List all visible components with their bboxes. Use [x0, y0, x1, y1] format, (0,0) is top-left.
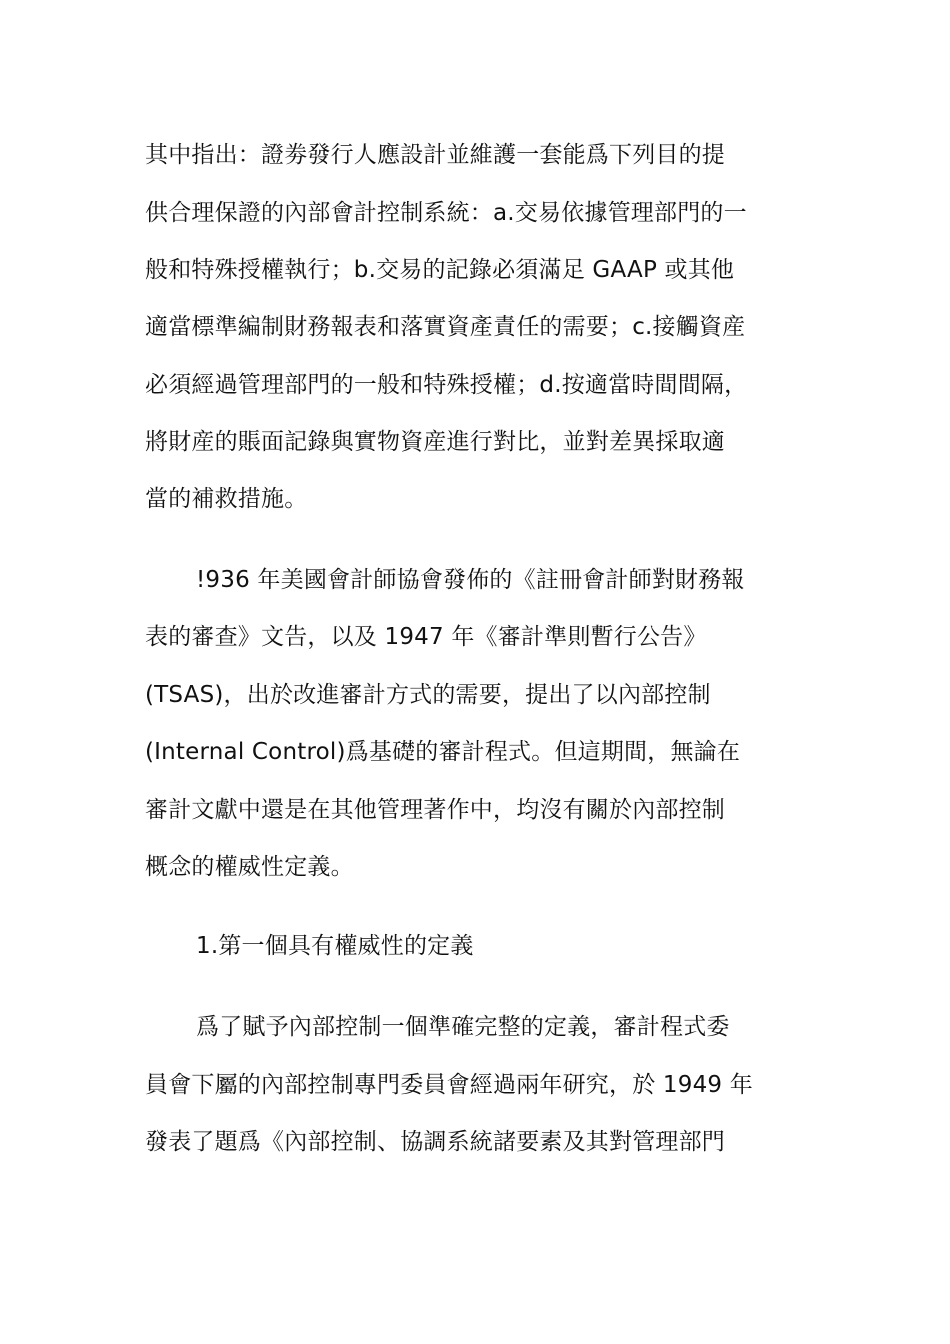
paragraph-2-line-4: (Internal Control)爲基礎的審計程式。但這期間，無論在 — [145, 739, 741, 765]
paragraph-1-line-2: 供合理保證的內部會計控制系統：a.交易依據管理部門的一 — [145, 200, 747, 226]
paragraph-3-line-2: 員會下屬的內部控制專門委員會經過兩年研究，於 1949 年 — [145, 1072, 753, 1098]
paragraph-2-line-5: 審計文獻中還是在其他管理著作中，均沒有關於內部控制 — [145, 797, 725, 823]
paragraph-1-line-5: 必須經過管理部門的一般和特殊授權；d.按適當時間間隔， — [145, 372, 748, 398]
section-heading: 1.第一個具有權威性的定義 — [196, 933, 474, 959]
paragraph-1-line-3: 般和特殊授權執行；b.交易的記錄必須滿足 GAAP 或其他 — [145, 257, 735, 283]
paragraph-1-line-1: 其中指出：證劵發行人應設計並維護一套能爲下列目的提 — [145, 142, 725, 168]
paragraph-1-line-4: 適當標準編制財務報表和落實資產責任的需要；c.接觸資産 — [145, 314, 746, 340]
paragraph-2-line-2: 表的審查》文告，以及 1947 年《審計準則暫行公告》 — [145, 624, 707, 650]
paragraph-2-line-6: 概念的權威性定義。 — [145, 854, 354, 880]
paragraph-1-line-6: 將財産的賬面記錄與實物資産進行對比，並對差異採取適 — [145, 429, 725, 455]
paragraph-3-line-1: 爲了賦予內部控制一個準確完整的定義，審計程式委 — [196, 1014, 730, 1040]
paragraph-2-line-1: !936 年美國會計師協會發佈的《註冊會計師對財務報 — [196, 567, 745, 593]
paragraph-2-line-3: (TSAS)，出於改進審計方式的需要，提出了以內部控制 — [145, 682, 711, 708]
paragraph-1-line-7: 當的補救措施。 — [145, 486, 308, 512]
paragraph-3-line-3: 發表了題爲《內部控制、協調系統諸要素及其對管理部門 — [145, 1129, 725, 1155]
